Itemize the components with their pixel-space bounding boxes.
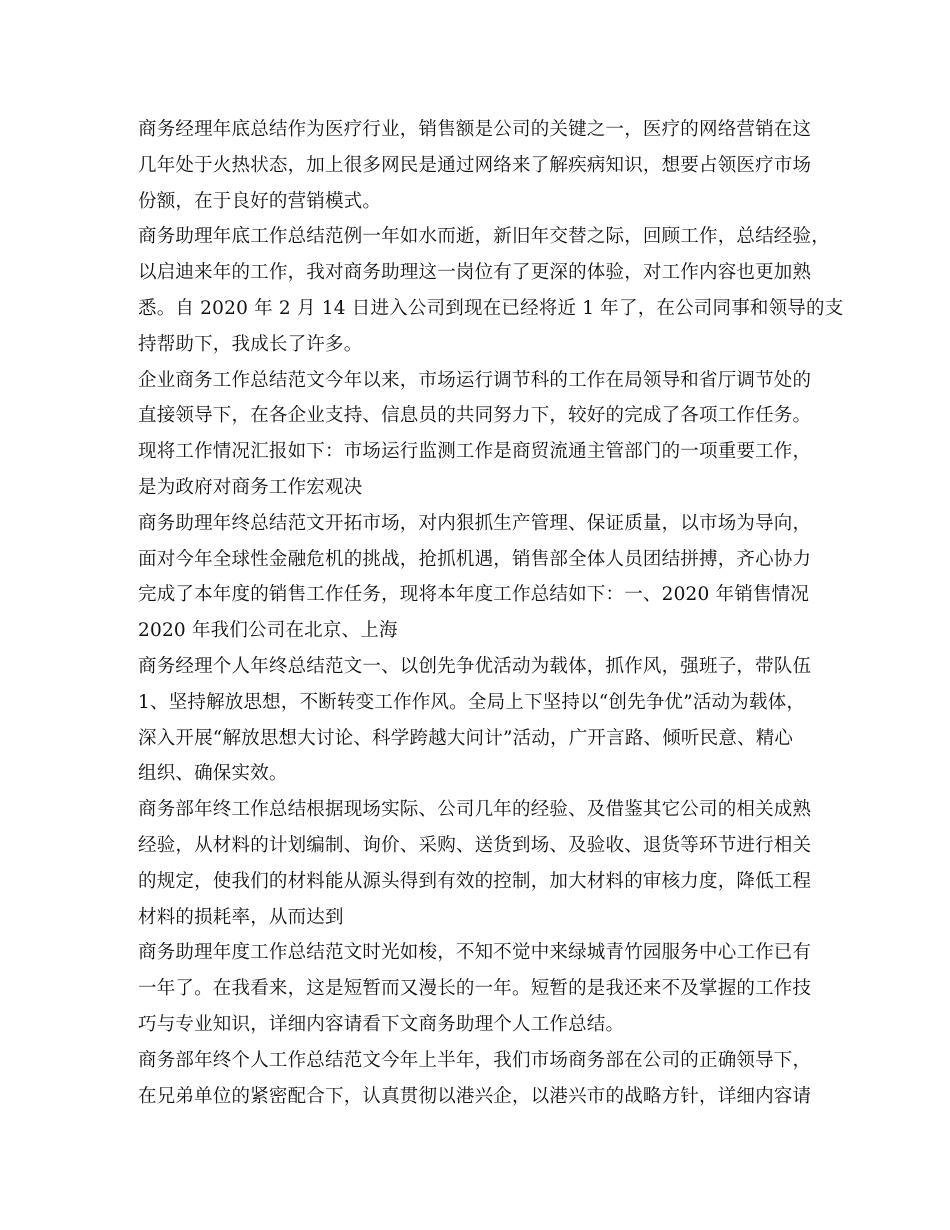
text-line: 企业商务工作总结范文今年以来，市场运行调节科的工作在局领导和省厅调节处的 [138,369,812,391]
text-line: 完成了本年度的销售工作任务，现将本年度工作总结如下：一、2020 年销售情况 [138,584,810,606]
text-line: 一年了。在我看来，这是短暂而又漫长的一年。短暂的是我还来不及掌握的工作技 [138,978,812,1000]
text-line: 材料的损耗率，从而达到 [138,906,344,928]
text-line: 商务经理年底总结作为医疗行业，销售额是公司的关键之一，医疗的网络营销在这 [138,119,812,140]
text-line: 1、坚持解放思想，不断转变工作作风。全局上下坚持以“创先争优”活动为载体， [138,691,806,713]
paragraph-1 [138,112,828,219]
text-line: 直接领导下，在各企业支持、信息员的共同努力下，较好的完成了各项工作任务。 [138,405,812,427]
text-line: 经验，从材料的计划编制、询价、采购、送货到场、及验收、退货等环节进行相关 [138,834,812,856]
document-body [138,112,844,1114]
text-line: 是为政府对商务工作宏观决 [138,476,363,498]
text-line: 悉。自 2020 年 2 月 14 日进入公司到现在已经将近 1 年了，在公司同事和领导的支 [138,297,844,319]
text-line: 商务部年终个人工作总结范文今年上半年，我们市场商务部在公司的正确领导下， [138,1049,812,1071]
paragraph-5 [138,649,828,792]
text-line: 商务助理年终总结范文开拓市场，对内狠抓生产管理、保证质量，以市场为导向， [138,512,812,534]
text-line: 份额，在于良好的营销模式。 [138,190,382,212]
text-line: 商务助理年底工作总结范例一年如水而逝，新旧年交替之际，回顾工作，总结经验， [138,226,830,248]
text-line: 2020 年我们公司在北京、上海 [138,620,398,642]
text-line: 巧与专业知识，详细内容请看下文商务助理个人工作总结。 [138,1013,625,1035]
paragraph-7 [138,935,828,1042]
paragraph-3 [138,363,828,506]
text-line: 商务部年终工作总结根据现场实际、公司几年的经验、及借鉴其它公司的相关成熟 [138,799,812,821]
text-line: 商务助理年度工作总结范文时光如梭，不知不觉中来绿城青竹园服务中心工作已有 [138,942,812,964]
paragraph-6 [138,792,828,935]
text-line: 现将工作情况汇报如下：市场运行监测工作是商贸流通主管部门的一项重要工作， [138,441,812,463]
paragraph-4 [138,506,828,649]
text-line: 商务经理个人年终总结范文一、以创先争优活动为载体，抓作风，强班子，带队伍 [138,655,812,677]
text-line: 在兄弟单位的紧密配合下，认真贯彻以港兴企，以港兴市的战略方针，详细内容请 [138,1085,812,1107]
paragraph-2 [138,219,844,362]
text-line: 以启迪来年的工作，我对商务助理这一岗位有了更深的体验，对工作内容也更加熟 [138,262,812,284]
paragraph-8 [138,1043,828,1115]
text-line: 的规定，使我们的材料能从源头得到有效的控制，加大材料的审核力度，降低工程 [138,870,812,892]
text-line: 持帮助下，我成长了许多。 [138,333,363,355]
text-line: 几年处于火热状态，加上很多网民是通过网络来了解疾病知识，想要占领医疗市场 [138,154,812,176]
text-line: 深入开展“解放思想大讨论、科学跨越大问计”活动，广开言路、倾听民意、精心 [138,727,794,749]
text-line: 组织、确保实效。 [138,763,288,785]
text-line: 面对今年全球性金融危机的挑战，抢抓机遇，销售部全体人员团结拼搏，齐心协力 [138,548,812,570]
